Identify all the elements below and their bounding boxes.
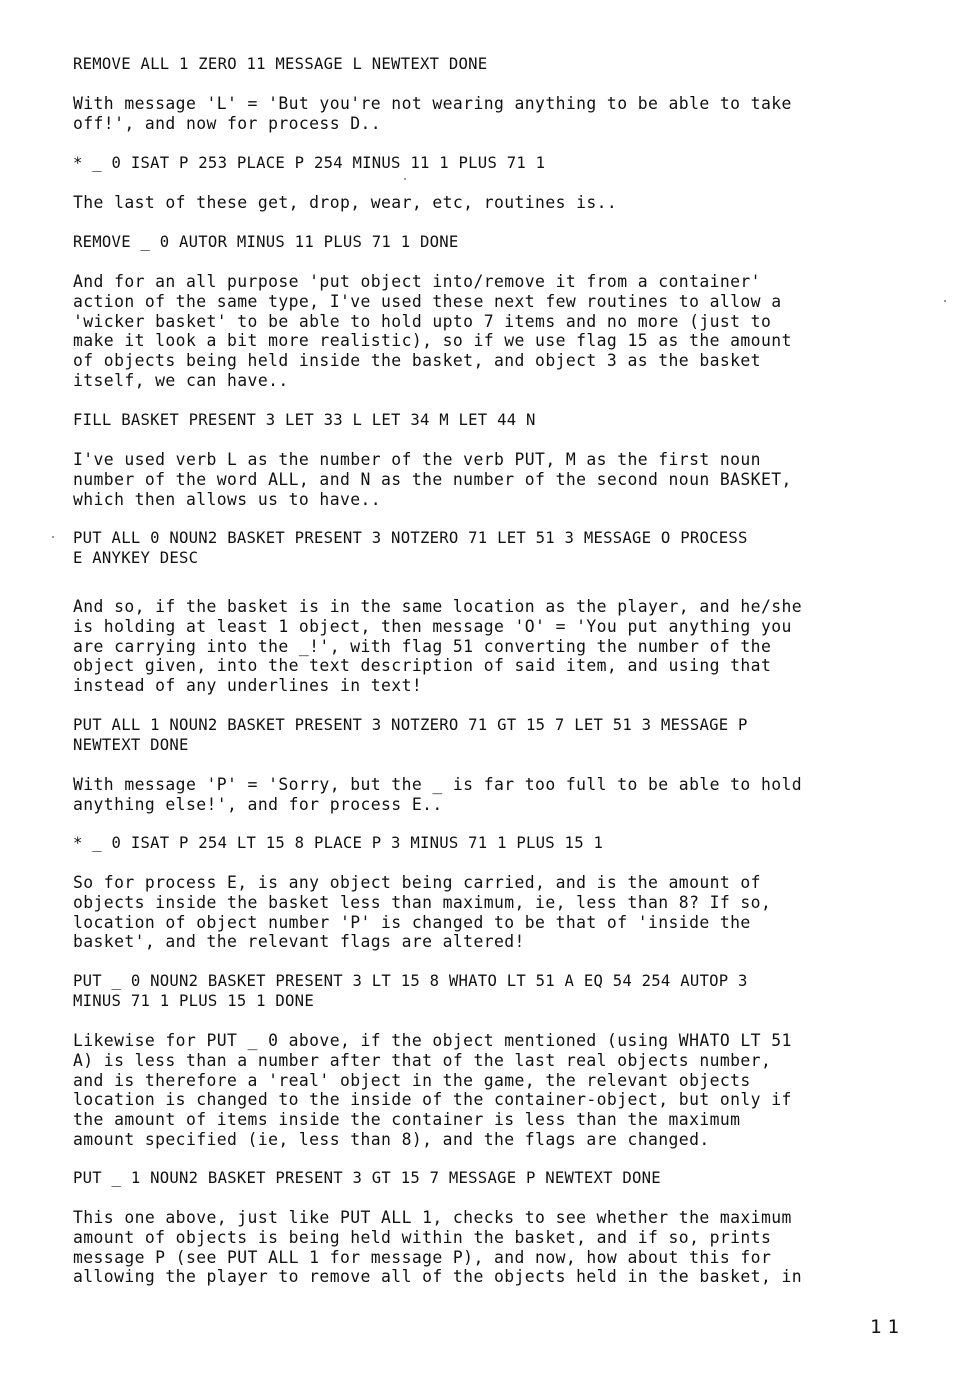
text-line: This one above, just like PUT ALL 1, checks to see whether the maximum — [73, 1208, 792, 1227]
text-line: location of object number 'P' is changed to be that of 'inside the — [73, 912, 751, 932]
text-line: objects inside the basket less than maximum, ie, less than 8? If so, — [73, 892, 772, 912]
text-line: A) is less than a number after that of the last real objects number, — [73, 1050, 772, 1070]
code-line-block — [73, 529, 933, 569]
text-line: And so, if the basket is in the same location as the player, and he/she — [73, 597, 803, 616]
text-line: REMOVE _ 0 AUTOR MINUS 11 PLUS 71 1 DONE — [73, 233, 459, 251]
text-line: basket', and the relevant flags are altered! — [73, 932, 525, 952]
text-line: amount of objects is being held within the basket, and if so, prints — [73, 1227, 772, 1247]
text-line: allowing the player to remove all of the objects held in the basket, in — [73, 1267, 803, 1287]
text-line: FILL BASKET PRESENT 3 LET 33 L LET 34 M LET 44 N — [73, 411, 536, 429]
text-line: the amount of items inside the container is less than the maximum — [73, 1110, 741, 1130]
code-line-block — [73, 233, 933, 253]
text-line: of objects being held inside the basket, and object 3 as the basket — [73, 351, 761, 371]
text-line: action of the same type, I've used these next few routines to allow a — [73, 291, 782, 311]
text-line: number of the word ALL, and N as the number of the second noun BASKET, — [73, 469, 792, 489]
paragraph — [73, 1031, 933, 1150]
paragraph — [73, 775, 933, 815]
text-line: location is changed to the inside of the container-object, but only if — [73, 1090, 792, 1110]
code-line-block — [73, 55, 933, 75]
text-line: is holding at least 1 object, then message 'O' = 'You put anything you — [73, 616, 792, 636]
text-line: I've used verb L as the number of the verb PUT, M as the first noun — [73, 450, 761, 469]
text-line: PUT ALL 1 NOUN2 BASKET PRESENT 3 NOTZERO 71 GT 15 7 LET 51 3 MESSAGE P — [73, 716, 748, 734]
scan-speck — [404, 178, 406, 180]
code-line-block — [73, 716, 933, 756]
page-number: 11 — [870, 1316, 905, 1338]
paragraph — [73, 1208, 933, 1287]
text-line: off!', and now for process D.. — [73, 113, 382, 133]
text-line: And for an all purpose 'put object into/remove it from a container' — [73, 272, 761, 291]
paragraph — [73, 193, 933, 213]
text-line: MINUS 71 1 PLUS 15 1 DONE — [73, 991, 314, 1010]
text-line: message P (see PUT ALL 1 for message P), and now, how about this for — [73, 1247, 772, 1267]
text-line: E ANYKEY DESC — [73, 548, 199, 567]
text-line: PUT _ 1 NOUN2 BASKET PRESENT 3 GT 15 7 MESSAGE P NEWTEXT DONE — [73, 1169, 661, 1187]
text-line: So for process E, is any object being carried, and is the amount of — [73, 873, 761, 892]
code-line-block — [73, 154, 933, 174]
text-line: are carrying into the _!', with flag 51 converting the number of the — [73, 636, 772, 656]
code-line-block — [73, 1169, 933, 1189]
text-line: object given, into the text description of said item, and using that — [73, 656, 772, 676]
paragraph — [73, 873, 933, 952]
text-line: The last of these get, drop, wear, etc, routines is.. — [73, 193, 618, 212]
text-line: With message 'P' = 'Sorry, but the _ is far too full to be able to hold — [73, 775, 803, 794]
paragraph — [73, 450, 933, 509]
text-line: * _ 0 ISAT P 254 LT 15 8 PLACE P 3 MINUS 71 1 PLUS 15 1 — [73, 834, 604, 852]
text-line: PUT ALL 0 NOUN2 BASKET PRESENT 3 NOTZERO 71 LET 51 3 MESSAGE O PROCESS — [73, 529, 748, 547]
scan-speck — [944, 300, 946, 302]
code-line-block — [73, 972, 933, 1012]
paragraph — [73, 272, 933, 391]
paragraph — [73, 94, 933, 134]
text-line: PUT _ 0 NOUN2 BASKET PRESENT 3 LT 15 8 WHATO LT 51 A EQ 54 254 AUTOP 3 — [73, 972, 748, 990]
text-line: 'wicker basket' to be able to hold upto 7 items and no more (just to — [73, 311, 772, 331]
text-line: make it look a bit more realistic), so if we use flag 15 as the amount — [73, 331, 792, 351]
text-line: Likewise for PUT _ 0 above, if the object mentioned (using WHATO LT 51 — [73, 1031, 792, 1050]
paragraph — [73, 597, 933, 696]
text-line: which then allows us to have.. — [73, 489, 382, 509]
code-line-block — [73, 411, 933, 431]
code-line-block — [73, 834, 933, 854]
text-line: anything else!', and for process E.. — [73, 794, 443, 814]
text-line: REMOVE ALL 1 ZERO 11 MESSAGE L NEWTEXT DONE — [73, 55, 488, 73]
text-line: NEWTEXT DONE — [73, 735, 189, 754]
text-line: and is therefore a 'real' object in the game, the relevant objects — [73, 1070, 751, 1090]
text-line: instead of any underlines in text! — [73, 676, 423, 696]
text-line: * _ 0 ISAT P 253 PLACE P 254 MINUS 11 1 PLUS 71 1 — [73, 154, 546, 172]
scan-speck — [52, 536, 54, 538]
text-line: amount specified (ie, less than 8), and the flags are changed. — [73, 1129, 710, 1149]
text-line: With message 'L' = 'But you're not wearing anything to be able to take — [73, 94, 792, 113]
text-line: itself, we can have.. — [73, 370, 289, 390]
